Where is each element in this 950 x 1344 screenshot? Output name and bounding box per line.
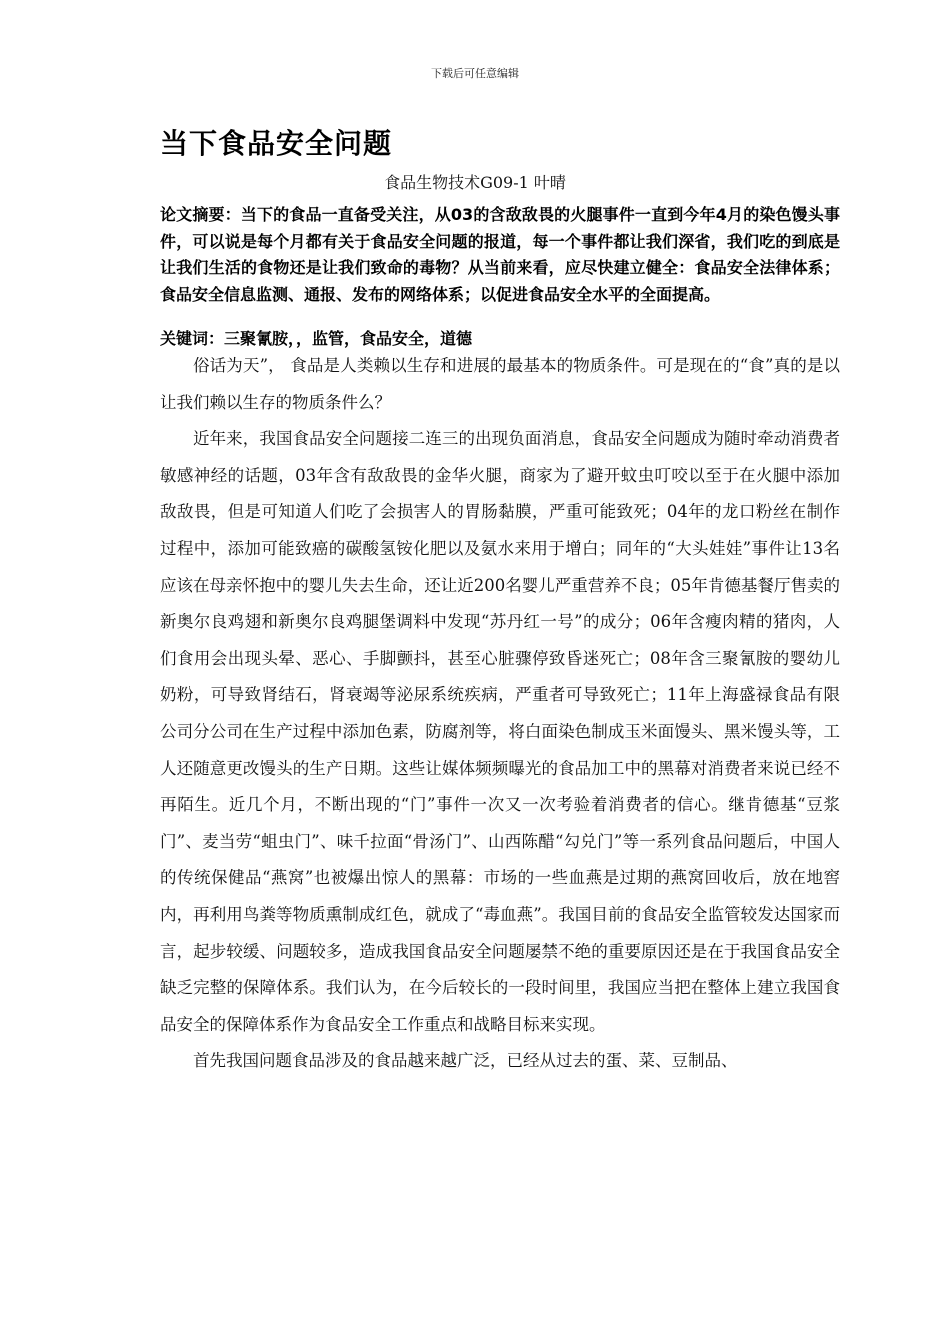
keywords-line: 关键词：三聚氰胺，，监管，食品安全，道德 — [160, 329, 473, 348]
header-note: 下载后可任意编辑 — [431, 67, 519, 80]
body-paragraph: 俗话为天”， 食品是人类赖以生存和进展的最基本的物质条件。可是现在的“食”真的是以让我们赖以生存的物质条件么？ — [160, 356, 840, 412]
body-paragraph: 近年来，我国食品安全问题接二连三的出现负面消息，食品安全问题成为随时牵动消费者敏感神经的话题，03年含有敌敌畏的金华火腿，商家为了避开蚊虫叮咬以至于在火腿中添加敌敌畏，但是可知道人们吃了会损害人的胃肠黏膜，严重可能致死；04年的龙口粉丝在制作过程中，添加可能致癌的碳酸氢铵化肥以及氨水来用于增白；同年的“大头娃娃”事件让13名应该在母亲怀抱中的婴儿失去生命，还让近200名婴儿严重营养不良；05年肯德基餐厅售卖的新奥尔良鸡翅和新奥尔良鸡腿堡调料中发现“苏丹红一号”的成分；06年含瘦肉精的猪肉，人们食用会出现头晕、恶心、手脚颤抖，甚至心脏骤停致昏迷死亡；08年含三聚氰胺的婴幼儿奶粉，可导致肾结石，肾衰竭等泌尿系统疾病，严重者可导致死亡；11年上海盛禄食品有限公司分公司在生产过程中添加色素，防腐剂等，将白面染色制成玉米面馒头、黑米馒头等，工人还随意更改馒头的生产日期。这些让媒体频频曝光的食品加工中的黑幕对消费者来说已经不再陌生。近几个月，不断出现的“门”事件一次又一次考验着消费者的信心。继肯德基“豆浆门”、麦当劳“蛆虫门”、味千拉面“骨汤门”、山西陈醋“勾兑门”等一系列食品问题后，中国人的传统保健品“燕窝”也被爆出惊人的黑幕：市场的一些血燕是过期的燕窝回收后，放在地窖内，再利用鸟粪等物质熏制成红色，就成了“毒血燕”。我国目前的食品安全监管较发达国家而言，起步较缓、问题较多，造成我国食品安全问题屡禁不绝的重要原因还是在于我国食品安全缺乏完整的保障体系。我们认为，在今后较长的一段时间里，我国应当把在整体上建立我国食品安全的保障体系作为食品安全工作重点和战略目标来实现。 — [160, 429, 840, 1034]
document-title: 当下食品安全问题 — [160, 127, 393, 160]
body-paragraph: 首先我国问题食品涉及的食品越来越广泛，已经从过去的蛋、菜、豆制品、 — [193, 1051, 738, 1071]
abstract-paragraph: 论文摘要：当下的食品一直备受关注，从03的含敌敌畏的火腿事件一直到今年4月的染色馒头事件，可以说是每个月都有关于食品安全问题的报道，每一个事件都让我们深省，我们吃的到底是让我们生活的食物还是让我们致命的毒物？从当前来看，应尽快建立健全：食品安全法律体系；食品安全信息监测、通报、发布的网络体系；以促进食品安全水平的全面提高。 — [160, 205, 840, 304]
body-text — [160, 348, 840, 1080]
author-line: 食品生物技术G09-1 叶晴 — [384, 173, 566, 192]
